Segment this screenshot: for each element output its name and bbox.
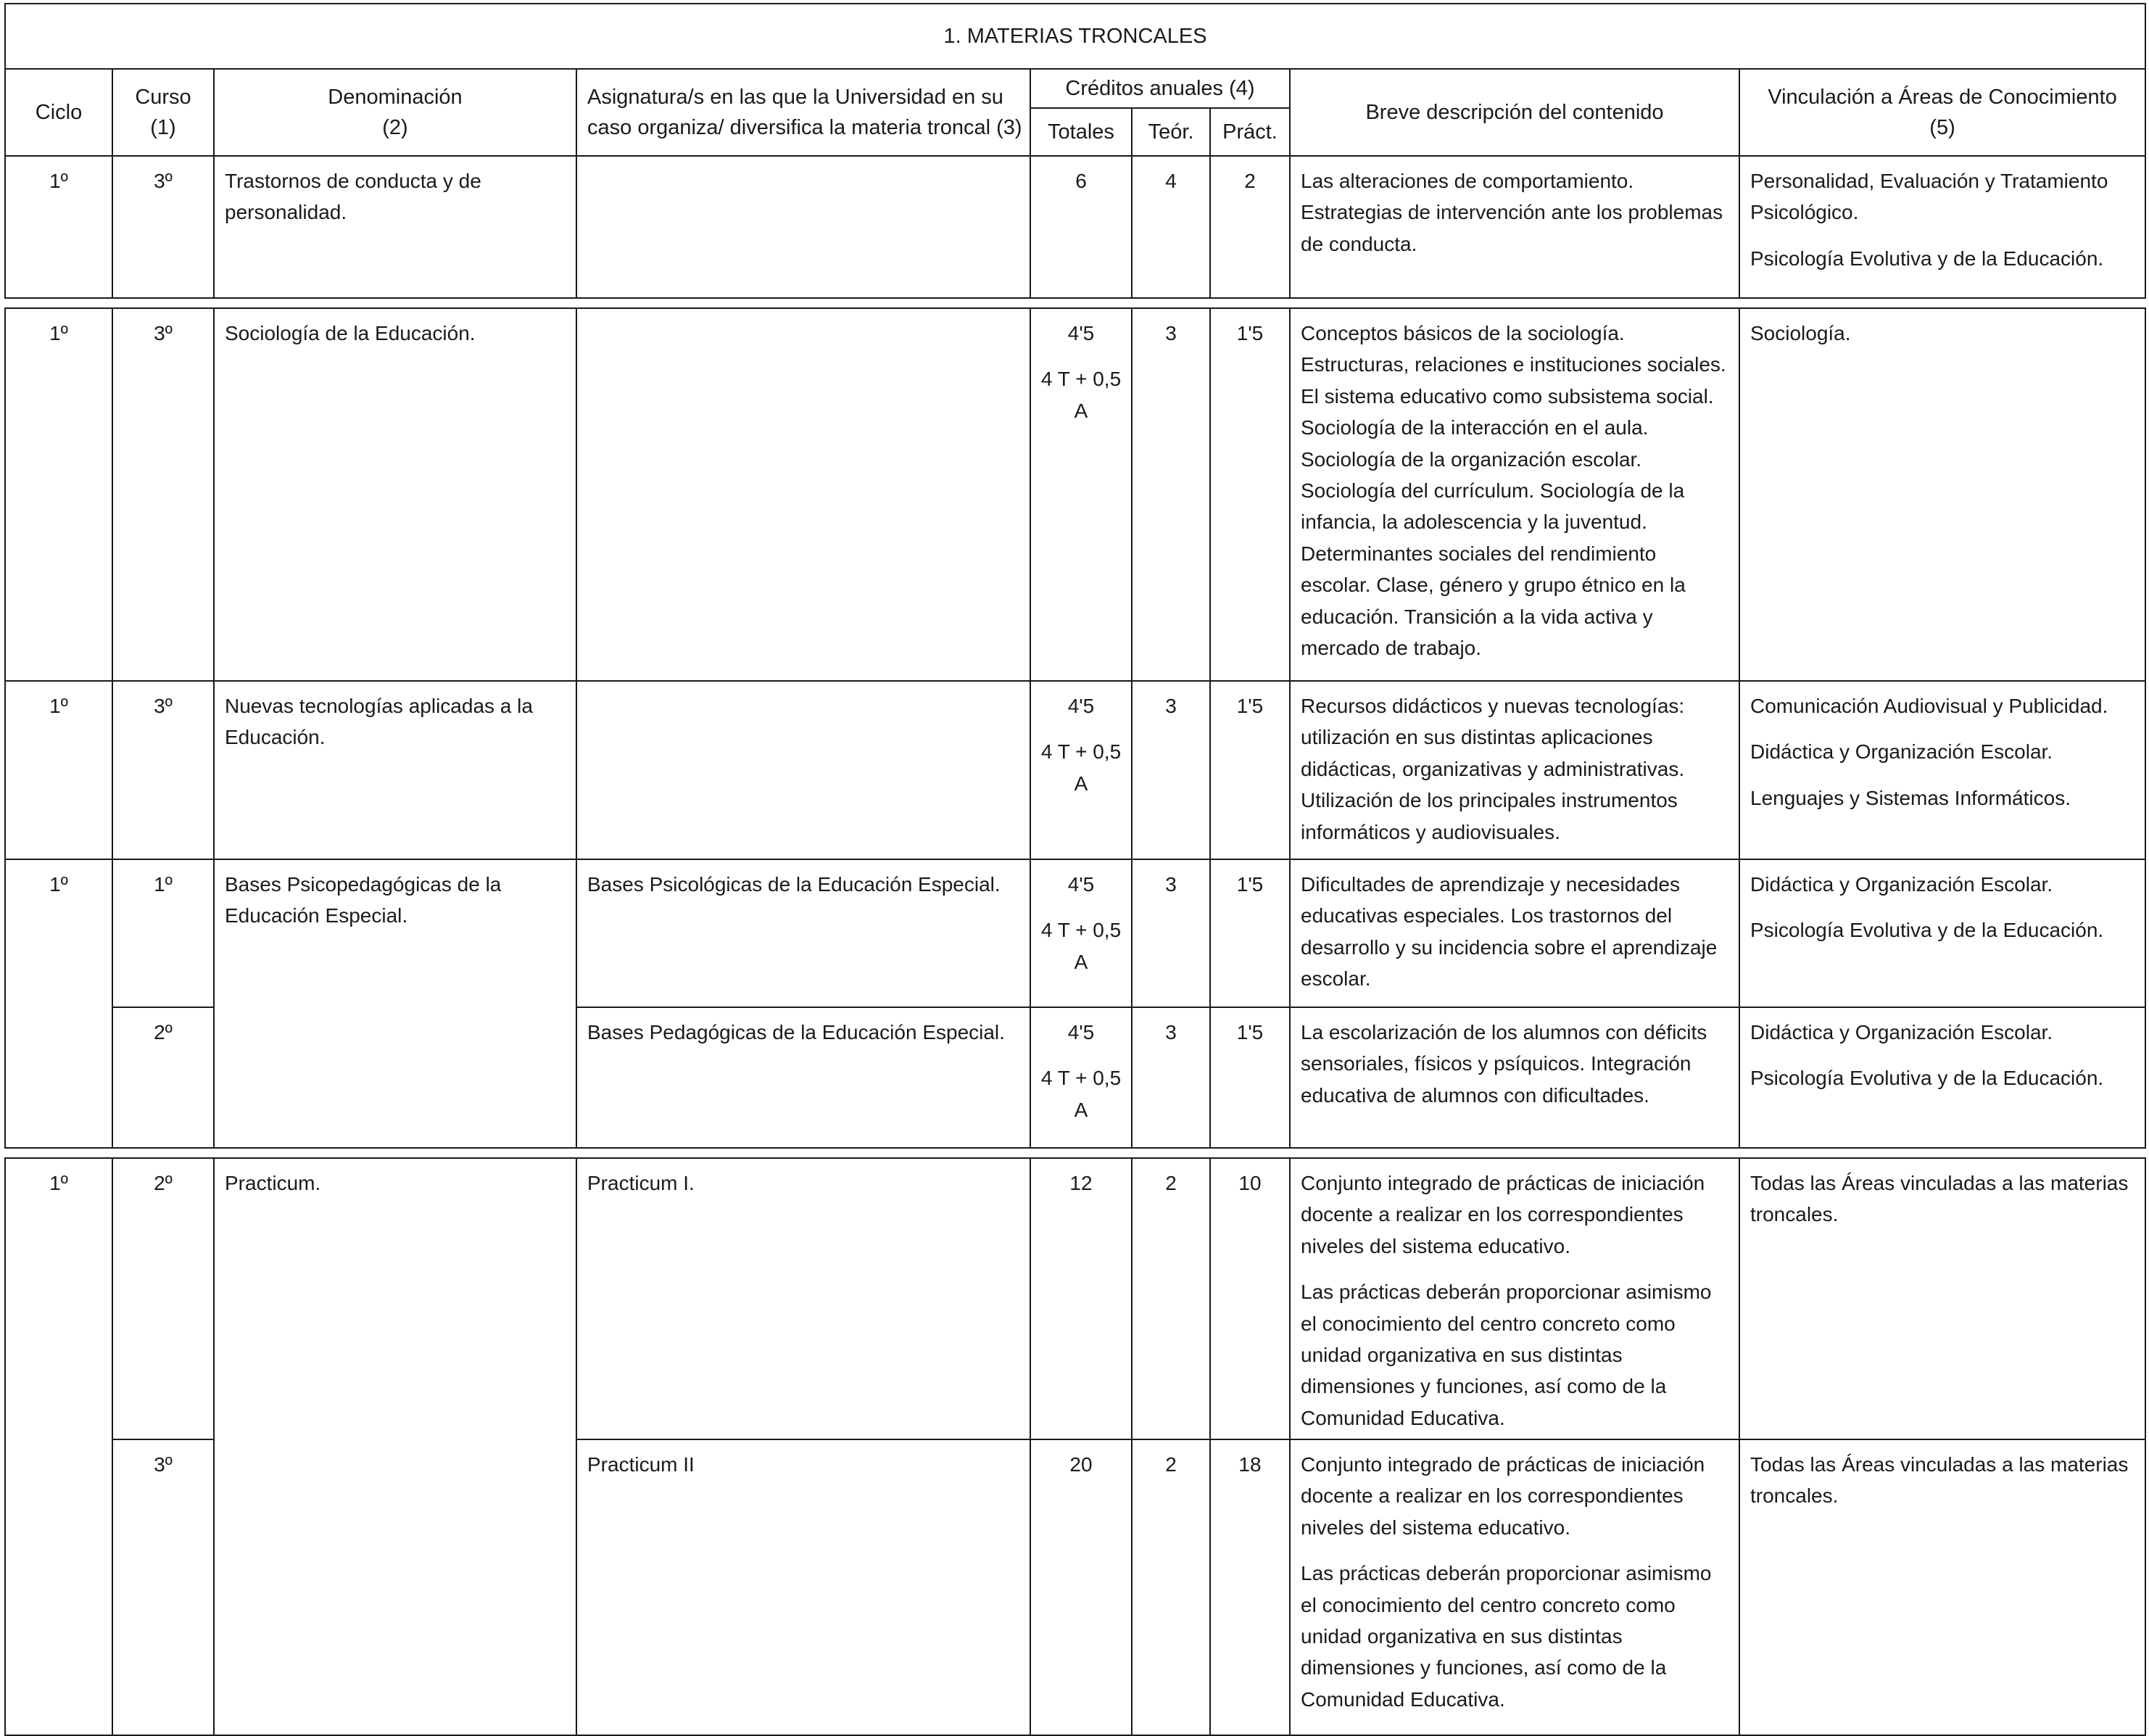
cell-curso: 3º	[112, 156, 214, 298]
cell-asignatura: Bases Psicológicas de la Educación Especial.	[576, 859, 1030, 1007]
descripcion-paragraph: La escolarización de los alumnos con déficits sensoriales, físicos y psíquicos. Integración educativa de alumnos con dificultades.	[1301, 1021, 1707, 1107]
cell-totales	[1030, 156, 1132, 298]
header-curso	[112, 69, 214, 156]
row-divider	[5, 1148, 2145, 1158]
area-item: Comunicación Audiovisual y Publicidad.	[1750, 695, 2108, 717]
cell-pract: 10	[1210, 1158, 1290, 1439]
header-vinculacion-note: (5)	[1929, 116, 1955, 139]
totales-breakdown: 4 T + 0,5 A	[1040, 368, 1122, 422]
cell-curso: 3º	[112, 308, 214, 681]
cell-asignatura	[576, 308, 1030, 681]
cell-denominacion: Sociología de la Educación.	[214, 308, 576, 681]
cell-totales	[1030, 681, 1132, 859]
header-curso-label: Curso	[135, 85, 191, 109]
cell-curso: 1º	[112, 859, 214, 1007]
totales-value: 4'5	[1067, 873, 1095, 896]
cell-teor: 2	[1132, 1158, 1210, 1439]
area-item: Didáctica y Organización Escolar.	[1750, 740, 2053, 764]
totales-breakdown: 4 T + 0,5 A	[1040, 919, 1122, 973]
document-page	[4, 3, 2145, 1736]
cell-pract: 1'5	[1210, 1007, 1290, 1148]
cell-pract: 2	[1210, 156, 1290, 298]
cell-ciclo: 1º	[5, 156, 112, 298]
cell-descripcion	[1290, 1439, 1739, 1735]
cell-denominacion: Bases Psicopedagógicas de la Educación Especial.	[214, 859, 576, 1148]
totales-value: 4'5	[1067, 322, 1095, 344]
cell-asignatura	[576, 156, 1030, 298]
cell-teor: 3	[1132, 1007, 1210, 1148]
cell-ciclo: 1º	[5, 859, 112, 1148]
area-item: Psicología Evolutiva y de la Educación.	[1750, 247, 2104, 270]
cell-ciclo: 1º	[5, 681, 112, 859]
cell-areas	[1739, 681, 2145, 859]
area-item: Todas las Áreas vinculadas a las materias troncales.	[1750, 1453, 2129, 1508]
area-item: Didáctica y Organización Escolar.	[1750, 1021, 2053, 1043]
cell-ciclo: 1º	[5, 1158, 112, 1735]
cell-descripcion	[1290, 156, 1739, 298]
header-denominacion-label: Denominación	[328, 85, 463, 109]
header-asignaturas: Asignatura/s en las que la Universidad en su caso organiza/ diversifica la materia troncal (3)	[576, 69, 1030, 156]
header-denominacion-note: (2)	[382, 116, 408, 139]
header-curso-note: (1)	[150, 116, 176, 139]
area-item: Todas las Áreas vinculadas a las materias troncales.	[1750, 1172, 2129, 1226]
cell-totales	[1030, 1158, 1132, 1439]
descripcion-paragraph: Conceptos básicos de la sociología. Estructuras, relaciones e instituciones sociales. El sistema educativo como subsistema social. Sociología de la interacción en el aula. Sociología de la organización escolar. Sociología del currículum. Sociología de la infancia, la adolescencia y la juventud. Determinantes sociales del rendimiento escolar. Clase, género y grupo étnico en la educación. Transición a la vida activa y mercado de trabajo.	[1301, 322, 1726, 659]
cell-pract: 1'5	[1210, 308, 1290, 681]
area-item: Didáctica y Organización Escolar.	[1750, 873, 2053, 896]
totales-value: 20	[1069, 1453, 1093, 1476]
header-denominacion	[214, 69, 576, 156]
cell-curso: 2º	[112, 1158, 214, 1439]
materias-troncales-table	[4, 3, 2146, 1736]
header-teor: Teór.	[1132, 108, 1210, 156]
cell-totales	[1030, 1439, 1132, 1735]
header-descripcion: Breve descripción del contenido	[1290, 69, 1739, 156]
cell-teor: 4	[1132, 156, 1210, 298]
totales-value: 6	[1075, 170, 1087, 192]
cell-descripcion	[1290, 1007, 1739, 1148]
cell-asignatura: Practicum I.	[576, 1158, 1030, 1439]
cell-asignatura: Practicum II	[576, 1439, 1030, 1735]
cell-pract: 1'5	[1210, 859, 1290, 1007]
table-title: 1. MATERIAS TRONCALES	[5, 4, 2145, 69]
cell-curso: 2º	[112, 1007, 214, 1148]
totales-value: 4'5	[1067, 695, 1095, 717]
cell-descripcion	[1290, 681, 1739, 859]
header-vinculacion	[1739, 69, 2145, 156]
cell-areas	[1739, 1007, 2145, 1148]
area-item: Sociología.	[1750, 322, 1851, 344]
descripcion-paragraph: Las prácticas deberán proporcionar asimismo el conocimiento del centro concreto como unidad organizativa en sus distintas dimensiones y funciones, así como de la Comunidad Educativa.	[1301, 1562, 1712, 1711]
cell-denominacion: Nuevas tecnologías aplicadas a la Educación.	[214, 681, 576, 859]
cell-totales	[1030, 859, 1132, 1007]
area-item: Personalidad, Evaluación y Tratamiento Psicológico.	[1750, 170, 2108, 224]
cell-teor: 3	[1132, 681, 1210, 859]
descripcion-paragraph: Conjunto integrado de prácticas de iniciación docente a realizar en los correspondientes niveles del sistema educativo.	[1301, 1172, 1705, 1257]
cell-areas	[1739, 156, 2145, 298]
descripcion-paragraph: Las alteraciones de comportamiento. Estrategias de intervención ante los problemas de conducta.	[1301, 170, 1723, 255]
cell-areas	[1739, 308, 2145, 681]
cell-denominacion: Practicum.	[214, 1158, 576, 1735]
area-item: Lenguajes y Sistemas Informáticos.	[1750, 786, 2071, 809]
cell-teor: 3	[1132, 308, 1210, 681]
totales-breakdown: 4 T + 0,5 A	[1040, 740, 1122, 795]
descripcion-paragraph: Recursos didácticos y nuevas tecnologías: utilización en sus distintas aplicaciones didácticas, organizativas y administrativas. Utilización de los principales instrumentos informáticos y audiovisuales.	[1301, 695, 1685, 843]
cell-areas	[1739, 1158, 2145, 1439]
cell-areas	[1739, 1439, 2145, 1735]
header-creditos: Créditos anuales (4)	[1030, 69, 1290, 108]
table-row	[5, 1158, 2145, 1439]
table-row	[5, 308, 2145, 681]
table-row	[5, 859, 2145, 1007]
cell-teor: 2	[1132, 1439, 1210, 1735]
cell-ciclo: 1º	[5, 308, 112, 681]
cell-pract: 1'5	[1210, 681, 1290, 859]
row-divider	[5, 298, 2145, 308]
cell-descripcion	[1290, 859, 1739, 1007]
table-row	[5, 156, 2145, 298]
totales-value: 4'5	[1067, 1021, 1095, 1043]
header-pract: Práct.	[1210, 108, 1290, 156]
cell-descripcion	[1290, 1158, 1739, 1439]
header-ciclo: Ciclo	[5, 69, 112, 156]
cell-curso: 3º	[112, 1439, 214, 1735]
cell-asignatura	[576, 681, 1030, 859]
descripcion-paragraph: Conjunto integrado de prácticas de iniciación docente a realizar en los correspondientes niveles del sistema educativo.	[1301, 1453, 1705, 1539]
cell-totales	[1030, 1007, 1132, 1148]
descripcion-paragraph: Dificultades de aprendizaje y necesidades educativas especiales. Los trastornos del desarrollo y su incidencia sobre el aprendizaje escolar.	[1301, 873, 1718, 991]
header-totales: Totales	[1030, 108, 1132, 156]
cell-curso: 3º	[112, 681, 214, 859]
cell-pract: 18	[1210, 1439, 1290, 1735]
area-item: Psicología Evolutiva y de la Educación.	[1750, 919, 2104, 942]
cell-areas	[1739, 859, 2145, 1007]
cell-denominacion: Trastornos de conducta y de personalidad.	[214, 156, 576, 298]
cell-totales	[1030, 308, 1132, 681]
header-vinculacion-label: Vinculación a Áreas de Conocimiento	[1768, 85, 2117, 109]
cell-asignatura: Bases Pedagógicas de la Educación Especial.	[576, 1007, 1030, 1148]
totales-breakdown: 4 T + 0,5 A	[1040, 1067, 1122, 1121]
cell-teor: 3	[1132, 859, 1210, 1007]
table-row	[5, 681, 2145, 859]
totales-value: 12	[1069, 1172, 1093, 1194]
descripcion-paragraph: Las prácticas deberán proporcionar asimismo el conocimiento del centro concreto como unidad organizativa en sus distintas dimensiones y funciones, así como de la Comunidad Educativa.	[1301, 1281, 1712, 1429]
area-item: Psicología Evolutiva y de la Educación.	[1750, 1067, 2104, 1090]
cell-descripcion	[1290, 308, 1739, 681]
